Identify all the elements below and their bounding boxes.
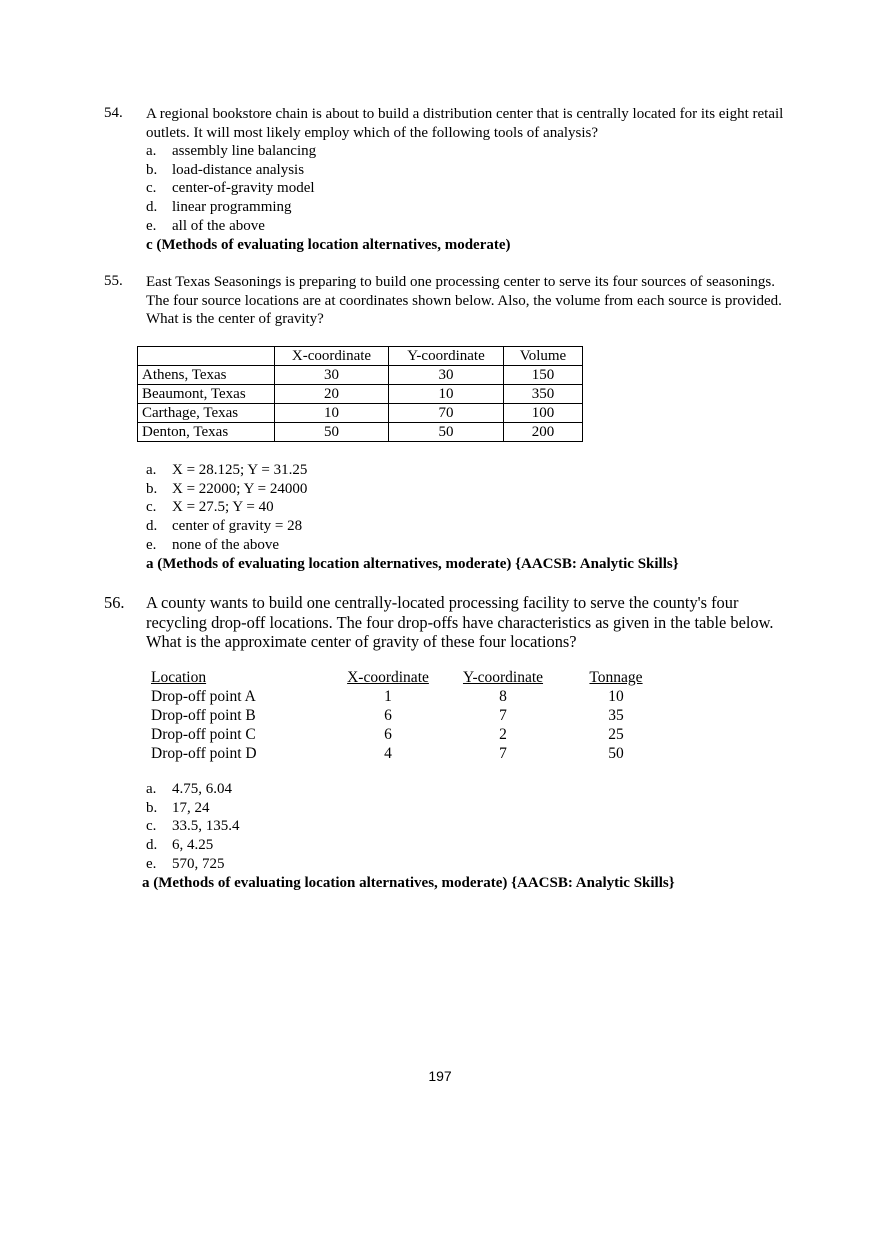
table-cell: 50 <box>275 423 389 442</box>
table-cell: Drop-off point A <box>151 688 256 705</box>
table-header: Location <box>151 669 207 686</box>
option-c: c. X = 27.5; Y = 40 <box>146 499 274 516</box>
answer-key: a (Methods of evaluating location alternatives, moderate) {AACSB: Analytic Skills} <box>142 874 675 891</box>
table-cell: 350 <box>504 385 583 404</box>
option-e: e. none of the above <box>146 536 280 553</box>
table-header-row <box>138 347 583 366</box>
table-row <box>138 423 583 442</box>
table-row <box>138 404 583 423</box>
data-table <box>137 346 583 442</box>
table-cell: 6 <box>384 726 392 743</box>
option-a: a. assembly line balancing <box>146 143 317 159</box>
question-55 <box>104 273 784 329</box>
option-c: c. center-of-gravity model <box>146 180 315 197</box>
table-cell: 30 <box>275 366 389 385</box>
question-55-options <box>104 461 784 574</box>
table-header: X-coordinate <box>347 669 429 686</box>
option-e: e. 570, 725 <box>146 855 225 872</box>
option-b: b. 17, 24 <box>146 799 210 816</box>
answer-key: c (Methods of evaluating location alternatives, moderate) <box>146 236 511 253</box>
question-54 <box>104 105 784 255</box>
table-cell: 70 <box>389 404 504 423</box>
table-header: Y-coordinate <box>389 347 504 366</box>
options-list <box>146 780 784 874</box>
question-stem: A regional bookstore chain is about to build a distribution center that is centrally located for its eight retail outlets. It will most likely employ which of the following tools of analysis? <box>146 106 784 141</box>
table-cell: Drop-off point C <box>151 726 256 743</box>
table-row <box>138 385 583 404</box>
option-b: b. load-distance analysis <box>146 161 305 178</box>
table-header: Volume <box>504 347 583 366</box>
table-header: Tonnage <box>589 669 643 686</box>
question-stem: A county wants to build one centrally-located processing facility to serve the county's four recycling drop-off locations. The four drop-offs have characteristics as given in the table below. What is the approximate center of gravity of these four locations? <box>146 593 774 651</box>
option-a: a. 4.75, 6.04 <box>146 781 232 797</box>
table-header: X-coordinate <box>275 347 389 366</box>
options-list <box>146 142 784 236</box>
table-cell: Drop-off point D <box>151 745 257 762</box>
table-cell: 35 <box>608 707 624 724</box>
option-d: d. 6, 4.25 <box>146 837 214 854</box>
table-cell: 50 <box>608 745 624 762</box>
table-cell: 8 <box>499 688 507 705</box>
table-cell: Denton, Texas <box>138 423 275 442</box>
question-number: 55. <box>104 273 123 289</box>
table-cell: Drop-off point B <box>151 707 256 724</box>
table-cell: 200 <box>504 423 583 442</box>
table-cell: 100 <box>504 404 583 423</box>
table-row <box>138 366 583 385</box>
option-d: d. linear programming <box>146 199 292 216</box>
table-cell: 7 <box>499 707 507 724</box>
table-cell: Carthage, Texas <box>138 404 275 423</box>
option-a: a. X = 28.125; Y = 31.25 <box>146 462 308 478</box>
table-cell: 150 <box>504 366 583 385</box>
table-cell: 20 <box>275 385 389 404</box>
option-e: e. all of the above <box>146 217 265 234</box>
table-cell: 2 <box>499 726 507 743</box>
question-56 <box>104 593 784 652</box>
table-cell: Athens, Texas <box>138 366 275 385</box>
table-header <box>138 347 275 366</box>
question-stem: East Texas Seasonings is preparing to build one processing center to serve its four sources of seasonings. The four source locations are at coordinates shown below. Also, the volume from each source is provided. What is the center of gravity? <box>146 274 782 327</box>
table-header: Y-coordinate <box>462 669 544 686</box>
options-list <box>146 461 784 555</box>
answer-key: a (Methods of evaluating location alternatives, moderate) {AACSB: Analytic Skills} <box>146 555 679 572</box>
option-d: d. center of gravity = 28 <box>146 518 303 535</box>
table-cell: 25 <box>608 726 624 743</box>
table-cell: 50 <box>389 423 504 442</box>
question-56-options <box>104 780 784 893</box>
table-cell: 4 <box>384 745 392 762</box>
table-cell: Beaumont, Texas <box>138 385 275 404</box>
option-b: b. X = 22000; Y = 24000 <box>146 480 308 497</box>
table-cell: 1 <box>384 688 392 705</box>
option-c: c. 33.5, 135.4 <box>146 818 240 835</box>
table-cell: 10 <box>275 404 389 423</box>
question-number: 54. <box>104 105 123 121</box>
table-cell: 10 <box>608 688 624 705</box>
page-number: 197 <box>428 1068 452 1084</box>
table-cell: 6 <box>384 707 392 724</box>
table-cell: 30 <box>389 366 504 385</box>
question-number: 56. <box>104 593 125 612</box>
table-cell: 7 <box>499 745 507 762</box>
table-cell: 10 <box>389 385 504 404</box>
